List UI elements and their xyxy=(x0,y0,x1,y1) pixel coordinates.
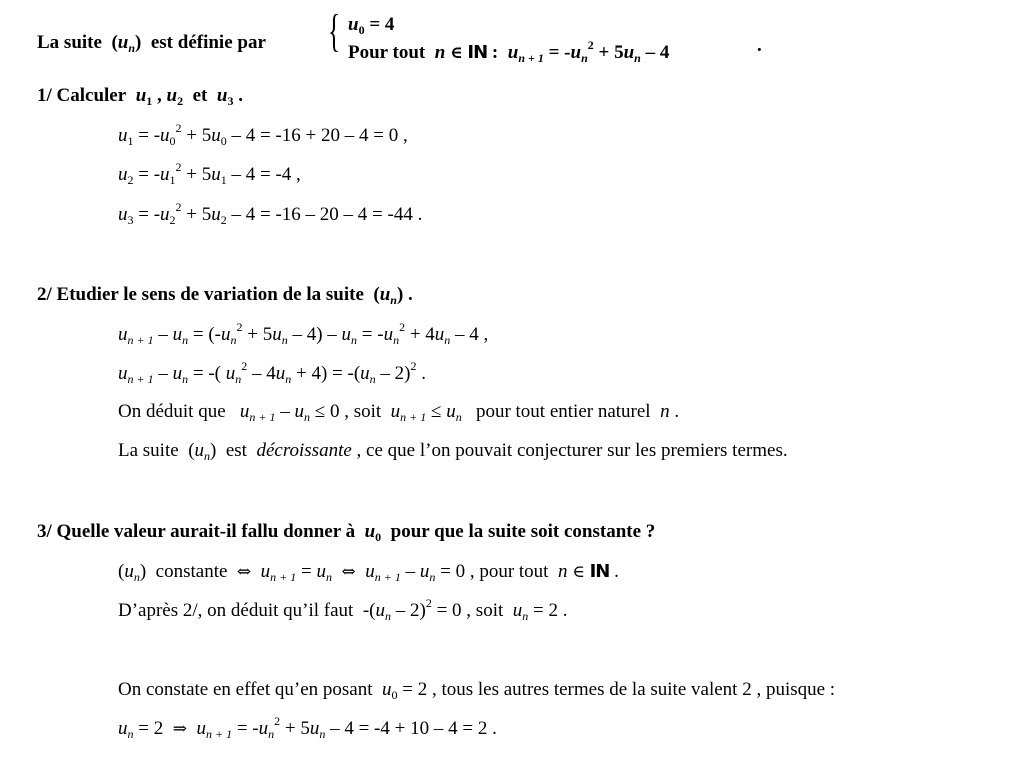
q2-line-conclusion: La suite $(u_n)$ est décroissante , ce que l’on pouvait conjecturer sur les premiers termes. xyxy=(118,440,788,463)
q2-line-factored: $u_{n + 1} - u_n$ = -( $u_n^2 - 4u_n + 4) = -(u_n - 2)^2$ . xyxy=(118,359,426,386)
q3-line-deduction: D’après 2/, on déduit qu’il faut $-(u_n - 2)^2 = 0$ , soit $u_n = 2$ . xyxy=(118,596,568,623)
q1-line-u3: $u_3 = -u_2^2 + 5u_2 - 4 = -16 - 20 - 4 = -44$ . xyxy=(118,200,423,227)
q3-line-equivalence: $(u_n)$ constante ⇔ $u_{n + 1} = u_n$ ⇔ $u_{n + 1} - u_n = 0$ , pour tout n ∈ IN . xyxy=(118,561,619,584)
question-2-heading: 2/ Etudier le sens de variation de la suite $(u_n)$ . xyxy=(37,284,413,307)
definition-line: La suite $(u_n)$ est définie par xyxy=(37,32,266,55)
q3-line-verification: On constate en effet qu’en posant $u_0 = 2$ , tous les autres termes de la suite valent 2 , puisque : xyxy=(118,679,836,702)
q1-line-u1: $u_1 = -u_0^2 + 5u_0 - 4 = -16 + 20 - 4 = 0$ , xyxy=(118,121,408,148)
brace-symbol: { xyxy=(328,5,341,56)
q1-line-u2: $u_2 = -u_1^2 + 5u_1 - 4 = -4$ , xyxy=(118,160,301,187)
q3-line-computation: $u_n = 2$ ⇒ $u_{n + 1} = -u_n^2 + 5u_n - 4 = -4 + 10 - 4 = 2$ . xyxy=(118,714,497,741)
definition-period: . xyxy=(757,35,762,56)
question-3-heading: 3/ Quelle valeur aurait-il fallu donner à $u_0$ pour que la suite soit constante ? xyxy=(37,521,656,544)
q2-line-difference: $u_{n + 1} - u_n = (-u_n^2 + 5u_n - 4) - u_n = -u_n^2 + 4u_n - 4$ , xyxy=(118,320,489,347)
definition-condition-2: Pour tout n ∈ IN : $u_{n + 1} = -u_n^2 + 5u_n - 4$ xyxy=(348,38,670,65)
question-1-heading: 1/ Calculer $u_1$ , $u_2$ et $u_3$ . xyxy=(37,85,243,108)
q2-line-deduction: On déduit que $u_{n + 1} - u_n \le 0$ , soit $u_{n + 1} \le u_n$ pour tout entier naturel n . xyxy=(118,401,680,424)
definition-condition-1: $u_0 = 4$ xyxy=(348,14,395,37)
